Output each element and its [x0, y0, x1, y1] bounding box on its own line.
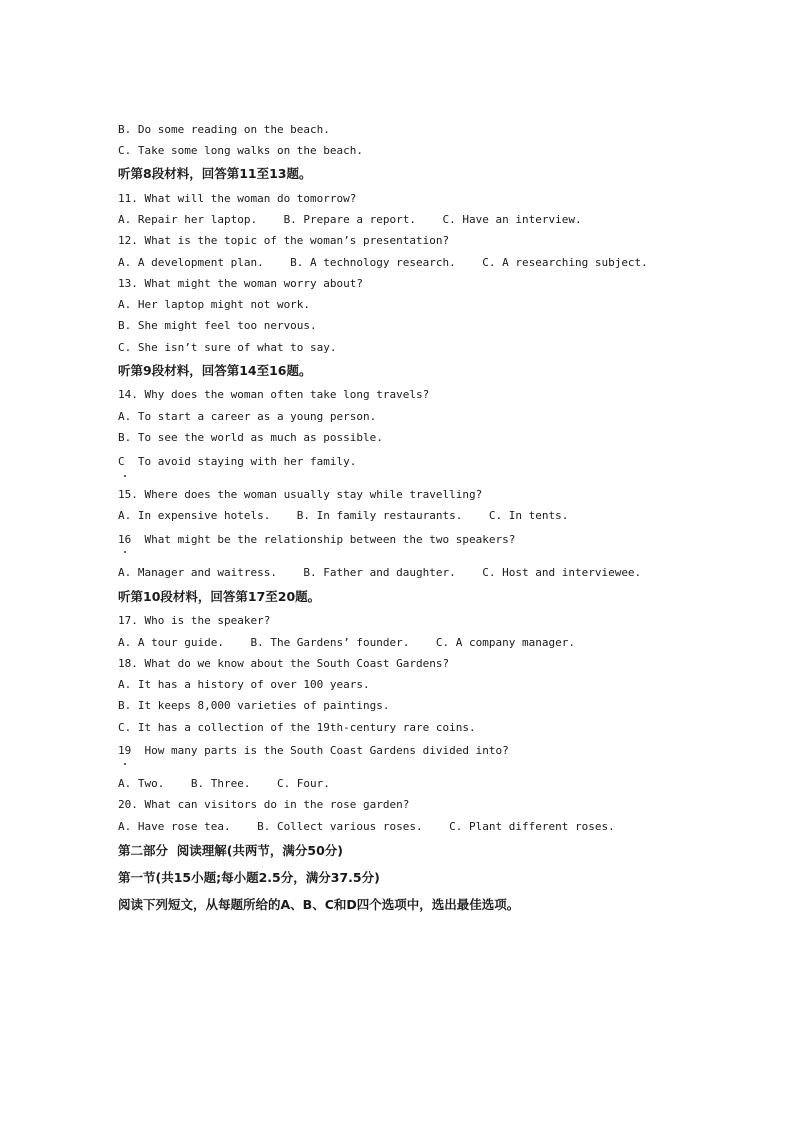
- option-line: C To avoid staying with her family.: [118, 455, 357, 468]
- option-line: B. Do some reading on the beach.: [118, 123, 330, 136]
- section-heading: 听第8段材料，回答第11至13题。: [118, 166, 312, 181]
- option-line: A. A development plan. B. A technology research. C. A researching subject.: [118, 256, 648, 269]
- option-line: A. It has a history of over 100 years.: [118, 678, 370, 691]
- stray-mark: [124, 475, 126, 477]
- question-line: 20. What can visitors do in the rose garden?: [118, 798, 410, 811]
- question-line: 12. What is the topic of the woman’s presentation?: [118, 234, 450, 247]
- option-line: A. Have rose tea. B. Collect various roses. C. Plant different roses.: [118, 820, 615, 833]
- option-line: B. To see the world as much as possible.: [118, 431, 383, 444]
- question-line: 16 What might be the relationship between the two speakers?: [118, 533, 516, 546]
- question-line: 11. What will the woman do tomorrow?: [118, 192, 357, 205]
- option-line: A. In expensive hotels. B. In family restaurants. C. In tents.: [118, 509, 569, 522]
- option-line: C. She isn’t sure of what to say.: [118, 341, 337, 354]
- question-line: 19 How many parts is the South Coast Gardens divided into?: [118, 744, 509, 757]
- stray-mark: [124, 551, 126, 553]
- option-line: B. It keeps 8,000 varieties of paintings.: [118, 699, 390, 712]
- question-line: 14. Why does the woman often take long travels?: [118, 388, 430, 401]
- option-line: B. She might feel too nervous.: [118, 319, 317, 332]
- option-line: A. To start a career as a young person.: [118, 410, 377, 423]
- part-heading: 第二部分 阅读理解(共两节，满分50分): [118, 843, 344, 858]
- question-line: 15. Where does the woman usually stay while travelling?: [118, 488, 483, 501]
- option-line: A. A tour guide. B. The Gardens’ founder. C. A company manager.: [118, 636, 575, 649]
- option-line: A. Manager and waitress. B. Father and daughter. C. Host and interviewee.: [118, 566, 642, 579]
- option-line: A. Repair her laptop. B. Prepare a report. C. Have an interview.: [118, 213, 582, 226]
- option-line: C. Take some long walks on the beach.: [118, 144, 364, 157]
- section-heading: 听第10段材料，回答第17至20题。: [118, 589, 321, 604]
- section-heading: 第一节(共15小题;每小题2.5分，满分37.5分): [118, 870, 380, 885]
- stray-mark: [124, 763, 126, 765]
- option-line: C. It has a collection of the 19th-century rare coins.: [118, 721, 476, 734]
- option-line: A. Her laptop might not work.: [118, 298, 311, 311]
- section-heading: 听第9段材料，回答第14至16题。: [118, 363, 312, 378]
- question-line: 17. Who is the speaker?: [118, 614, 271, 627]
- question-line: 18. What do we know about the South Coast Gardens?: [118, 657, 450, 670]
- option-line: A. Two. B. Three. C. Four.: [118, 777, 330, 790]
- instruction-line: 阅读下列短文，从每题所给的A、B、C和D四个选项中，选出最佳选项。: [118, 897, 520, 912]
- question-line: 13. What might the woman worry about?: [118, 277, 364, 290]
